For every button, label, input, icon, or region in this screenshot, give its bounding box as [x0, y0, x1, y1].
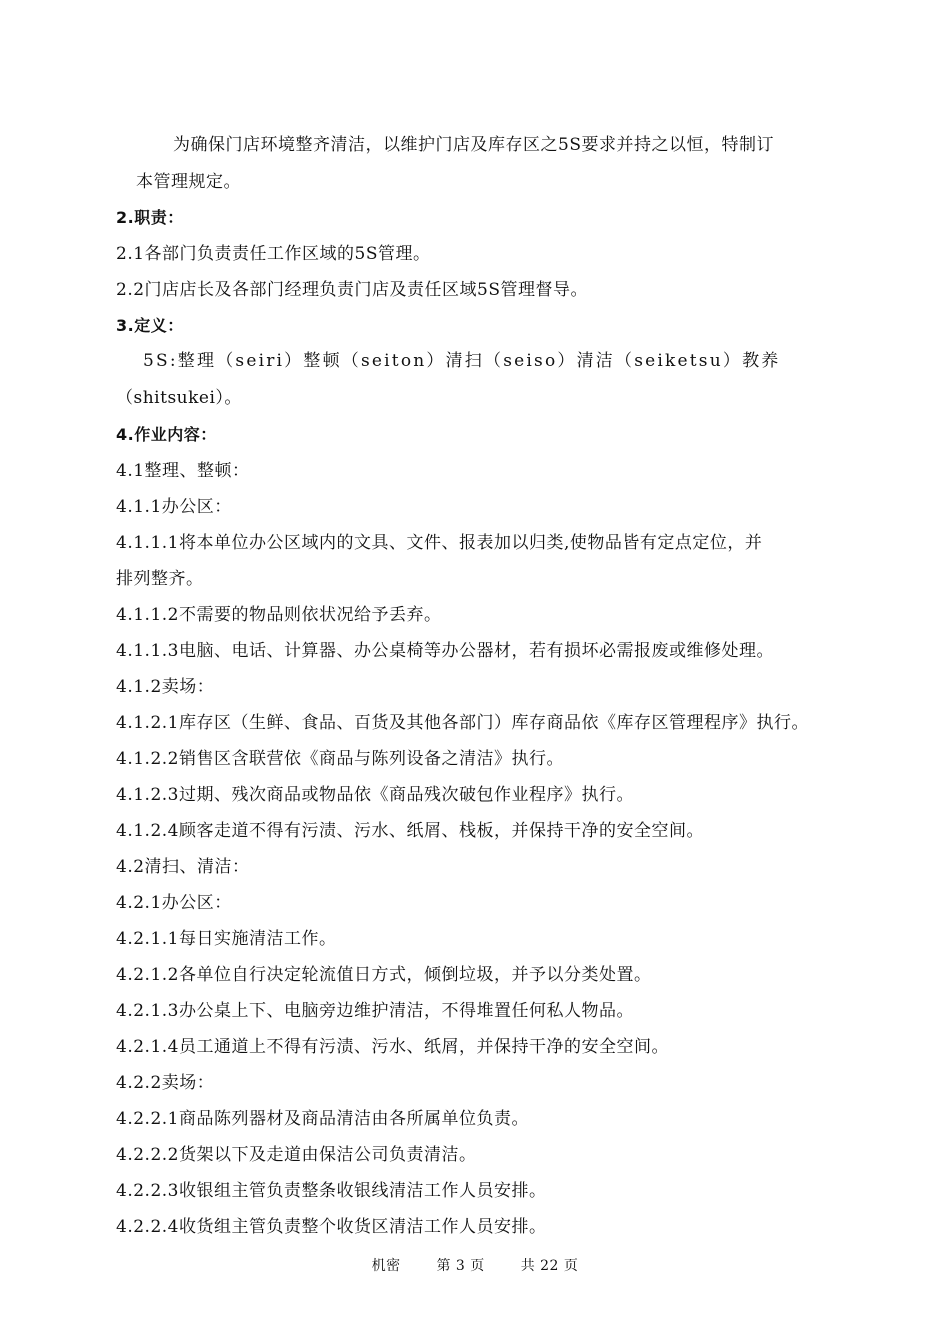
- item-4-1-1-2: 4.1.1.2不需要的物品则依状况给予丢弃。: [116, 605, 442, 625]
- item-4-2-1-3: 4.2.1.3办公桌上下、电脑旁边维护清洁，不得堆置任何私人物品。: [116, 1001, 634, 1021]
- footer-total-pages: 共 22 页: [520, 1258, 579, 1274]
- item-4-2-1-1: 4.2.1.1每日实施清洁工作。: [116, 929, 337, 949]
- item-4-2-2-4: 4.2.2.4收货组主管负责整个收货区清洁工作人员安排。: [116, 1217, 547, 1237]
- section-heading-definition: 3.定义：: [116, 316, 184, 335]
- intro-paragraph-line-2: 本管理规定。: [136, 172, 241, 192]
- duty-item-2-1: 2.1各部门负责责任工作区域的5S管理。: [116, 244, 431, 264]
- item-4-1-2-3: 4.1.2.3过期、残次商品或物品依《商品残次破包作业程序》执行。: [116, 785, 634, 805]
- item-4-1-2-4: 4.1.2.4顾客走道不得有污渍、污水、纸屑、栈板，并保持干净的安全空间。: [116, 821, 704, 841]
- item-4-2-1-2: 4.2.1.2各单位自行决定轮流值日方式，倾倒垃圾，并予以分类处置。: [116, 965, 652, 985]
- section-heading-work: 4.作业内容：: [116, 425, 217, 444]
- item-4-1-1: 4.1.1办公区：: [116, 497, 232, 517]
- item-4-2-1: 4.2.1办公区：: [116, 893, 232, 913]
- item-4-1-2: 4.1.2卖场：: [116, 677, 215, 697]
- item-4-2: 4.2清扫、清洁：: [116, 857, 250, 877]
- definition-line-2: （shitsukei）。: [116, 388, 242, 408]
- item-4-1-1-1-line-1: 4.1.1.1将本单位办公区域内的文具、文件、报表加以归类,使物品皆有定点定位，并: [116, 533, 763, 553]
- item-4-2-2-2: 4.2.2.2货架以下及走道由保洁公司负责清洁。: [116, 1145, 477, 1165]
- footer-page-number: 第 3 页: [436, 1258, 485, 1274]
- item-4-2-1-4: 4.2.1.4员工通道上不得有污渍、污水、纸屑，并保持干净的安全空间。: [116, 1037, 669, 1057]
- section-heading-duty: 2.职责：: [116, 208, 184, 227]
- item-4-2-2: 4.2.2卖场：: [116, 1073, 215, 1093]
- page-footer: [0, 1257, 950, 1275]
- item-4-2-2-3: 4.2.2.3收银组主管负责整条收银线清洁工作人员安排。: [116, 1181, 547, 1201]
- item-4-2-2-1: 4.2.2.1商品陈列器材及商品清洁由各所属单位负责。: [116, 1109, 529, 1129]
- item-4-1-1-1-line-2: 排列整齐。: [116, 569, 204, 589]
- footer-confidential-label: 机密: [371, 1258, 401, 1274]
- intro-paragraph-line-1: 为确保门店环境整齐清洁，以维护门店及库存区之5S要求并持之以恒，特制订: [173, 135, 774, 155]
- item-4-1-2-1: 4.1.2.1库存区（生鲜、食品、百货及其他各部门）库存商品依《库存区管理程序》执行。: [116, 713, 809, 733]
- item-4-1-1-3: 4.1.1.3电脑、电话、计算器、办公桌椅等办公器材，若有损坏必需报废或维修处理。: [116, 641, 774, 661]
- duty-item-2-2: 2.2门店店长及各部门经理负责门店及责任区域5S管理督导。: [116, 280, 588, 300]
- definition-line-1: 5S:整理（seiri）整顿（seiton）清扫（seiso）清洁（seiketsu）教养: [143, 351, 781, 371]
- item-4-1: 4.1整理、整顿：: [116, 461, 250, 481]
- item-4-1-2-2: 4.1.2.2销售区含联营依《商品与陈列设备之清洁》执行。: [116, 749, 564, 769]
